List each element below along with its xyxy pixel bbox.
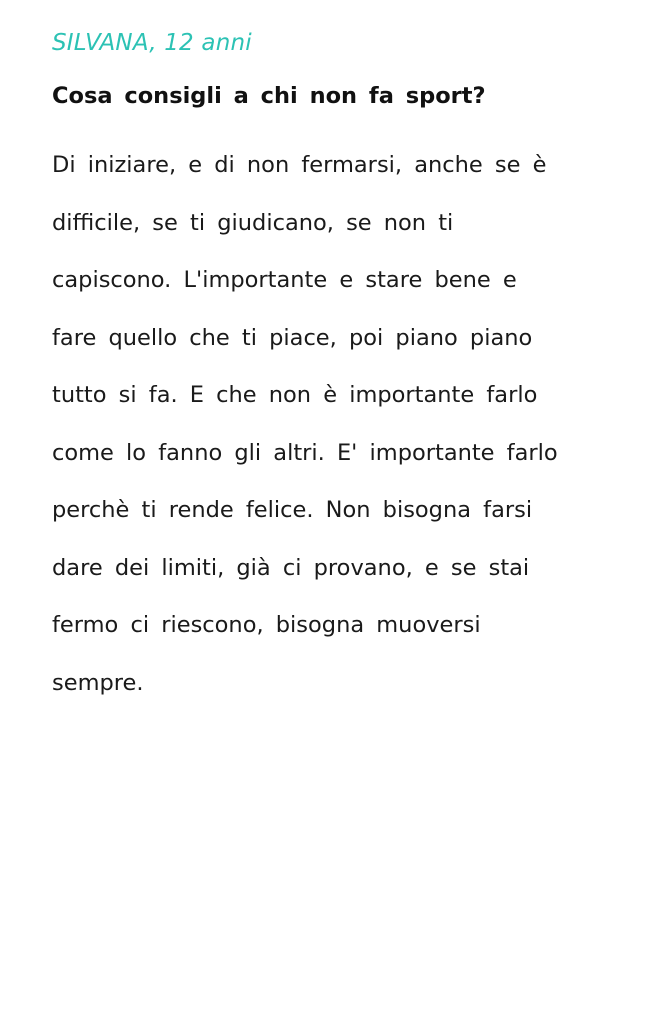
- answer-line: tutto si fa. E che non è importante farlo: [52, 382, 538, 408]
- question-heading: Cosa consigli a chi non fa sport?: [52, 83, 486, 109]
- answer-line: sempre.: [52, 669, 144, 696]
- author-name: SILVANA, 12 anni: [52, 30, 252, 56]
- answer-line: perchè ti rende felice. Non bisogna farsi: [52, 497, 533, 523]
- answer-line: dare dei limiti, già ci provano, e se stai: [52, 554, 530, 581]
- answer-paragraph: [52, 144, 622, 719]
- answer-line: Di iniziare, e di non fermarsi, anche se è: [52, 152, 547, 178]
- answer-line: fermo ci riescono, bisogna muoversi: [52, 612, 481, 638]
- answer-line: difficile, se ti giudicano, se non ti: [52, 209, 454, 236]
- answer-line: capiscono. L'importante e stare bene e: [52, 267, 517, 293]
- answer-line: fare quello che ti piace, poi piano piano: [52, 324, 533, 351]
- answer-line: come lo fanno gli altri. E' importante farlo: [52, 439, 558, 466]
